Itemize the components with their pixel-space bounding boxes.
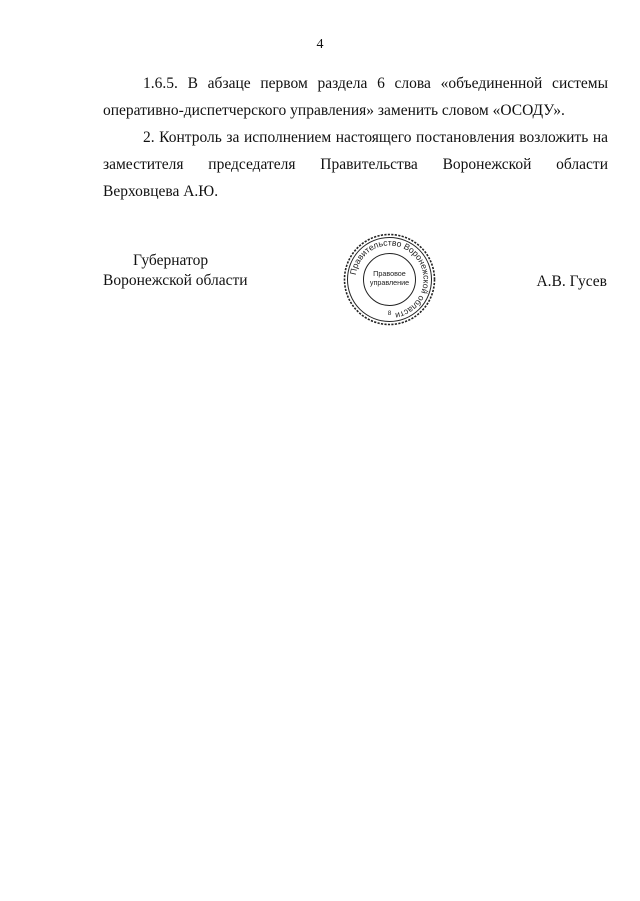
signatory-title-line-2: Воронежской области [103, 272, 248, 289]
signatory-title [103, 251, 248, 291]
seal-inner-line-1: Правовое [373, 269, 406, 278]
page-number: 4 [316, 37, 324, 52]
seal-inner-line-2: управление [369, 278, 410, 287]
paragraph-2-line-3: Верховцева А.Ю. [103, 183, 219, 200]
official-seal-stamp [342, 232, 437, 327]
document-body [103, 70, 608, 205]
paragraph-2 [103, 124, 608, 205]
seal-number: 8 [387, 310, 392, 317]
paragraph-2-line-1: 2. Контроль за исполнением настоящего постановления возложить на [143, 129, 608, 146]
seal-outer-text: Правительство Воронежской области [347, 237, 432, 321]
signatory-title-line-1: Губернатор [133, 252, 209, 269]
paragraph-1-6-5: 1.6.5. В абзаце первом раздела 6 слова «объединенной системы оперативно-диспетчерского управления» заменить словом «ОСОДУ». [103, 75, 608, 119]
signatory-name: А.В. Гусев [536, 273, 607, 290]
paragraph-2-line-2: заместителя председателя Правительства Воронежской области [103, 156, 608, 173]
